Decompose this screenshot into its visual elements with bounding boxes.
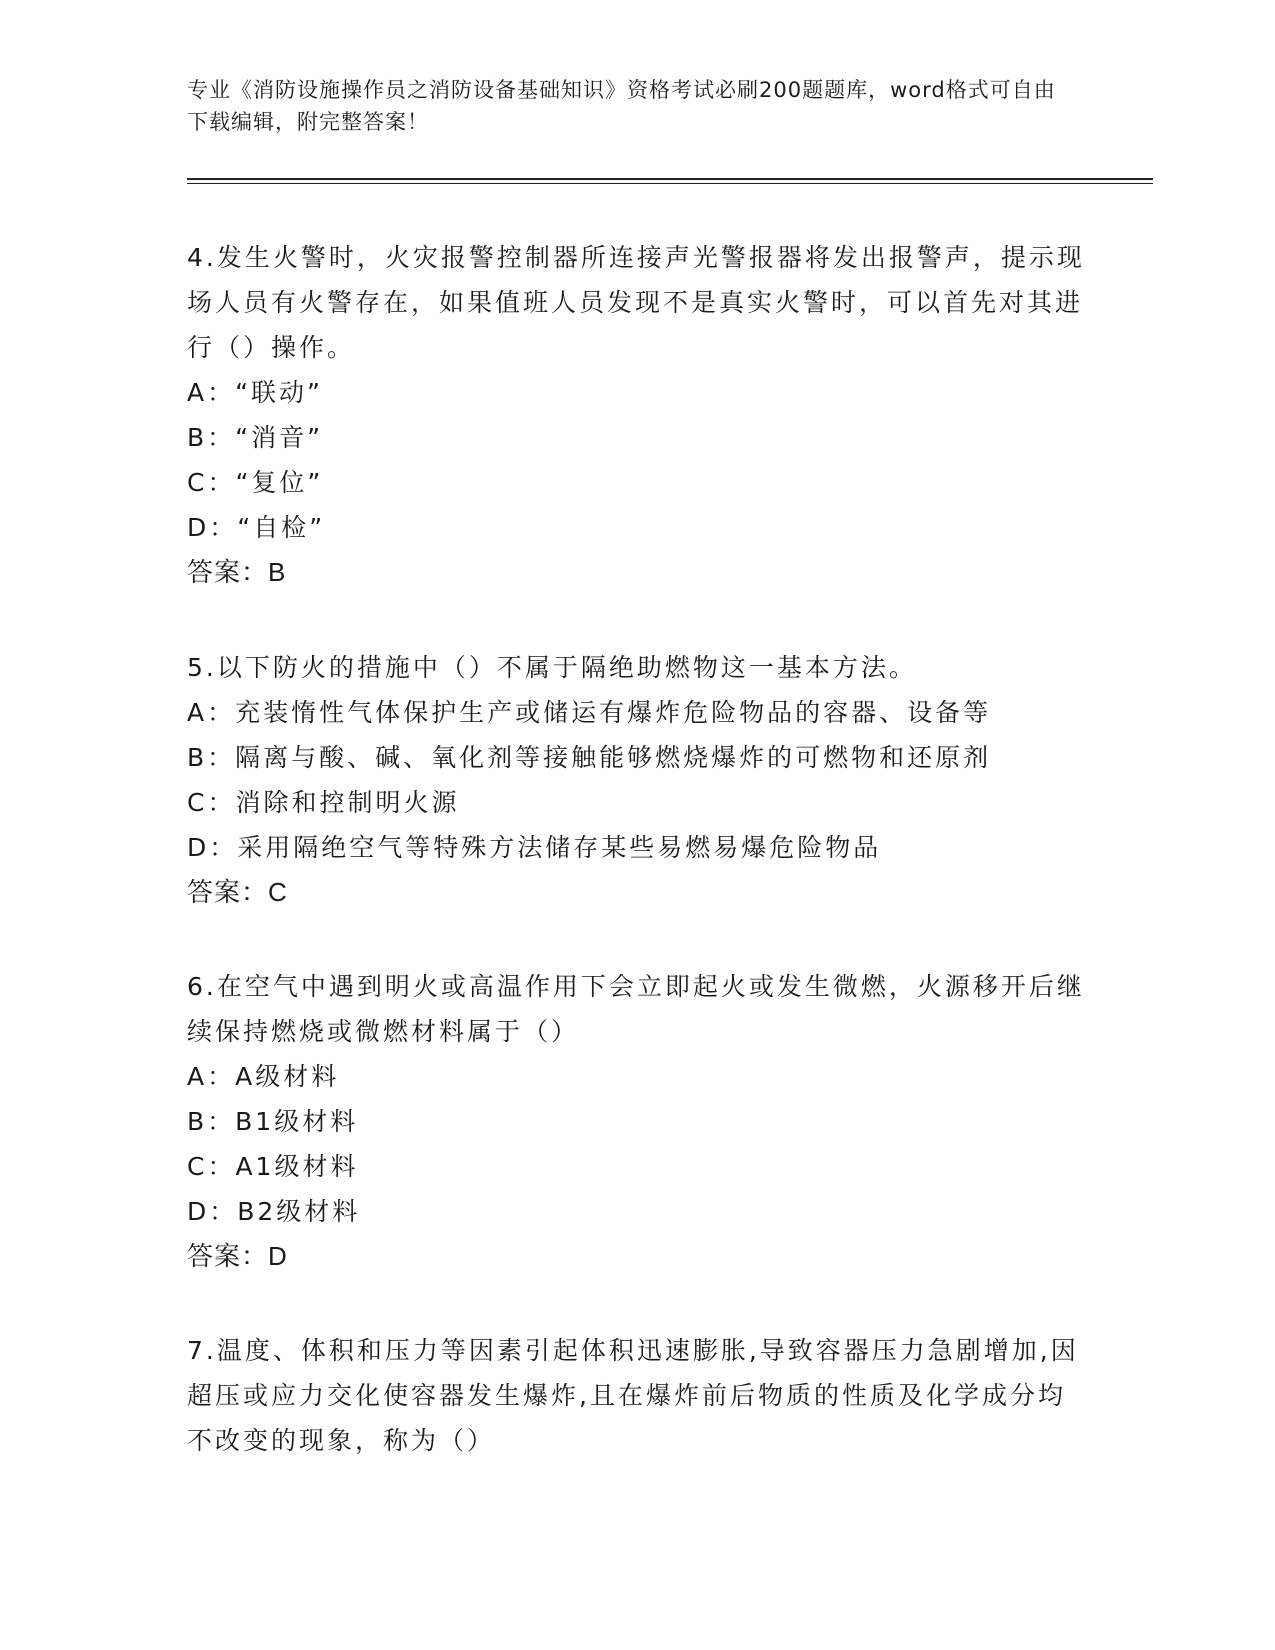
option-b: B：隔离与酸、碱、氧化剂等接触能够燃烧爆炸的可燃物和还原剂 — [187, 743, 992, 772]
question-7 — [187, 1328, 1087, 1463]
option-a: A：充装惰性气体保护生产或储运有爆炸危险物品的容器、设备等 — [187, 698, 992, 727]
question-4 — [187, 235, 1087, 595]
header-divider — [187, 178, 1153, 180]
option-b: B：B1级材料 — [187, 1107, 359, 1136]
answer-line: 答案：D — [187, 1241, 288, 1271]
option-c: C：消除和控制明火源 — [187, 788, 460, 817]
question-stem: 7.温度、体积和压力等因素引起体积迅速膨胀,导致容器压力急剧增加,因超压或应力交化使容器发生爆炸,且在爆炸前后物质的性质及化学成分均不改变的现象，称为（） — [187, 1336, 1079, 1455]
header-divider-thin — [187, 183, 1153, 184]
option-d: D：“自检” — [187, 513, 326, 542]
option-d: D：B2级材料 — [187, 1197, 361, 1226]
answer-line: 答案：C — [187, 877, 288, 907]
question-5 — [187, 645, 1087, 915]
document-header: 专业《消防设施操作员之消防设备基础知识》资格考试必刷200题题库，word格式可自由下载编辑，附完整答案！ — [187, 78, 1056, 134]
question-stem: 5.以下防火的措施中（）不属于隔绝助燃物这一基本方法。 — [187, 653, 917, 682]
question-stem: 4.发生火警时，火灾报警控制器所连接声光警报器将发出报警声，提示现场人员有火警存在，如果值班人员发现不是真实火警时，可以首先对其进行（）操作。 — [187, 243, 1085, 362]
question-6 — [187, 964, 1087, 1279]
option-a: A：A级材料 — [187, 1062, 340, 1091]
answer-line: 答案：B — [187, 557, 287, 587]
option-c: C：“复位” — [187, 468, 324, 497]
option-d: D：采用隔绝空气等特殊方法储存某些易燃易爆危险物品 — [187, 833, 882, 862]
option-b: B：“消音” — [187, 423, 324, 452]
option-c: C：A1级材料 — [187, 1152, 359, 1181]
question-stem: 6.在空气中遇到明火或高温作用下会立即起火或发生微燃，火源移开后继续保持燃烧或微燃材料属于（） — [187, 972, 1085, 1046]
option-a: A：“联动” — [187, 378, 324, 407]
